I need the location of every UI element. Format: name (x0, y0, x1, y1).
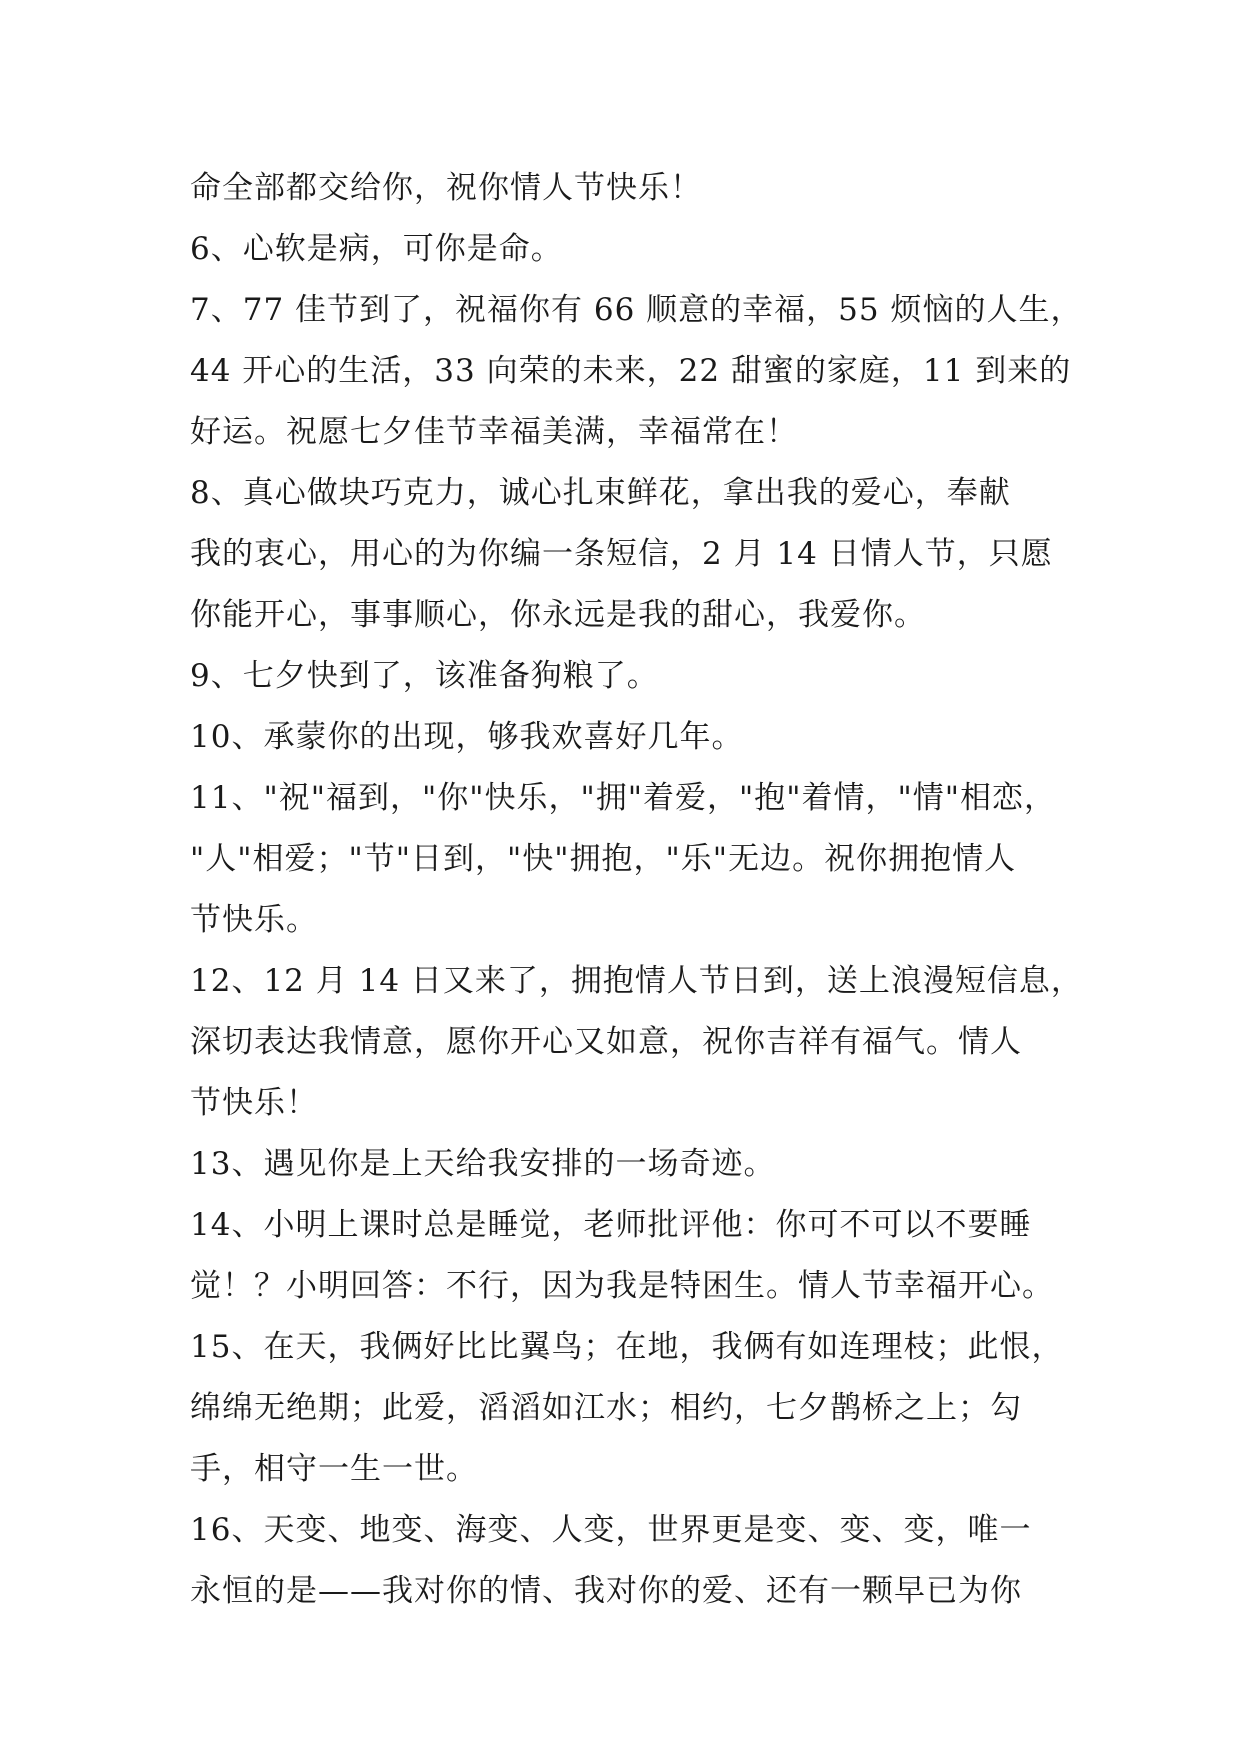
text-line-23: 16、天变、地变、海变、人变，世界更是变、变、变，唯一 (190, 1512, 1032, 1548)
text-line-17: 13、遇见你是上天给我安排的一场奇迹。 (190, 1146, 776, 1182)
text-line-24: 永恒的是——我对你的情、我对你的爱、还有一颗早已为你 (190, 1573, 1022, 1609)
text-line-16: 节快乐！ (190, 1085, 318, 1121)
text-line-7: 我的衷心，用心的为你编一条短信，2 月 14 日情人节，只愿 (190, 536, 1053, 572)
text-line-15: 深切表达我情意，愿你开心又如意，祝你吉祥有福气。情人 (190, 1024, 1022, 1060)
text-line-8: 你能开心，事事顺心，你永远是我的甜心，我爱你。 (190, 597, 926, 633)
text-line-19: 觉！？小明回答：不行，因为我是特困生。情人节幸福开心。 (190, 1268, 1054, 1304)
text-line-4: 44 开心的生活，33 向荣的未来，22 甜蜜的家庭，11 到来的 (190, 353, 1072, 389)
text-line-2: 6、心软是病，可你是命。 (190, 231, 563, 267)
text-line-11: 11、"祝"福到，"你"快乐，"拥"着爱，"抱"着情，"情"相恋， (190, 780, 1057, 816)
document-body (190, 158, 1083, 1622)
text-line-22: 手，相守一生一世。 (190, 1451, 478, 1487)
text-line-3: 7、77 佳节到了，祝福你有 66 顺意的幸福，55 烦恼的人生， (190, 292, 1083, 328)
text-line-18: 14、小明上课时总是睡觉，老师批评他：你可不可以不要睡 (190, 1207, 1032, 1243)
text-line-10: 10、承蒙你的出现，够我欢喜好几年。 (190, 719, 744, 755)
text-line-6: 8、真心做块巧克力，诚心扎束鲜花，拿出我的爱心，奉献 (190, 475, 1011, 511)
text-line-14: 12、12 月 14 日又来了，拥抱情人节日到，送上浪漫短信息， (190, 963, 1083, 999)
text-line-12: "人"相爱；"节"日到，"快"拥抱，"乐"无边。祝你拥抱情人 (190, 841, 1017, 877)
text-line-20: 15、在天，我俩好比比翼鸟；在地，我俩有如连理枝；此恨， (190, 1329, 1064, 1365)
text-line-21: 绵绵无绝期；此爱，滔滔如江水；相约，七夕鹊桥之上；勾 (190, 1390, 1022, 1426)
text-line-13: 节快乐。 (190, 902, 318, 938)
text-line-1: 命全部都交给你，祝你情人节快乐！ (190, 170, 702, 206)
text-line-9: 9、七夕快到了，该准备狗粮了。 (190, 658, 659, 694)
text-line-5: 好运。祝愿七夕佳节幸福美满，幸福常在！ (190, 414, 798, 450)
